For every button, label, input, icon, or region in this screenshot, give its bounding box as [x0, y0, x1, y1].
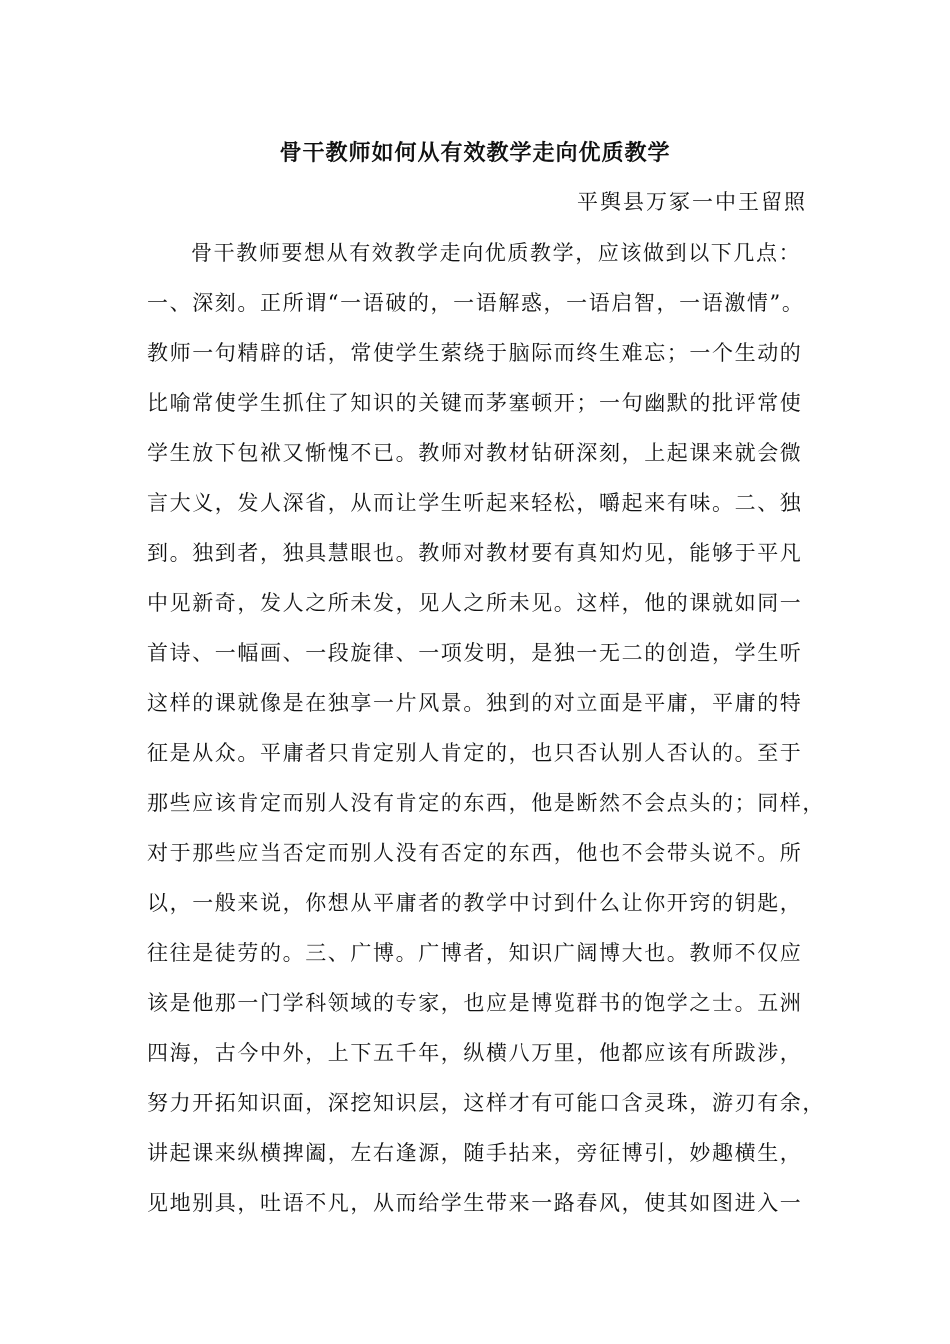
- document-author: 平舆县万冢一中王留照: [577, 190, 807, 214]
- body-line: 比喻常使学生抓住了知识的关键而茅塞顿开；一句幽默的批评常使: [147, 391, 803, 415]
- body-line: 征是从众。平庸者只肯定别人肯定的，也只否认别人否认的。至于: [147, 741, 803, 765]
- body-line: 往往是徒劳的。三、广博。广博者，知识广阔博大也。教师不仅应: [147, 941, 803, 965]
- body-line: 学生放下包袱又惭愧不已。教师对教材钻研深刻，上起课来就会微: [147, 441, 803, 465]
- body-line: 对于那些应当否定而别人没有否定的东西，他也不会带头说不。所: [147, 841, 803, 865]
- body-line: 以，一般来说，你想从平庸者的教学中讨到什么让你开窍的钥匙，: [147, 891, 803, 915]
- body-line: 努力开拓知识面，深挖知识层，这样才有可能口含灵珠，游刃有余，: [147, 1091, 825, 1115]
- body-line: 言大义，发人深省，从而让学生听起来轻松，嚼起来有味。二、独: [147, 491, 803, 515]
- document-title: 骨干教师如何从有效教学走向优质教学: [279, 140, 671, 166]
- body-line: 一、深刻。正所谓“一语破的，一语解惑，一语启智，一语激情”。: [147, 291, 805, 315]
- body-line: 骨干教师要想从有效教学走向优质教学，应该做到以下几点：: [191, 241, 802, 265]
- body-line: 那些应该肯定而别人没有肯定的东西，他是断然不会点头的；同样，: [147, 791, 825, 815]
- body-line: 四海，古今中外，上下五千年，纵横八万里，他都应该有所跋涉，: [147, 1041, 803, 1065]
- body-line: 首诗、一幅画、一段旋律、一项发明，是独一无二的创造，学生听: [147, 641, 803, 665]
- body-line: 到。独到者，独具慧眼也。教师对教材要有真知灼见，能够于平凡: [147, 541, 803, 565]
- body-line: 中见新奇，发人之所未发，见人之所未见。这样，他的课就如同一: [147, 591, 803, 615]
- body-line: 教师一句精辟的话，常使学生萦绕于脑际而终生难忘；一个生动的: [147, 341, 803, 365]
- document-body: [147, 228, 837, 1228]
- body-line: 讲起课来纵横捭阖，左右逢源，随手拈来，旁征博引，妙趣横生，: [147, 1141, 803, 1165]
- body-line: 见地别具，吐语不凡，从而给学生带来一路春风，使其如图进入一: [147, 1191, 803, 1215]
- body-line: 这样的课就像是在独享一片风景。独到的对立面是平庸，平庸的特: [147, 691, 803, 715]
- body-line: 该是他那一门学科领域的专家，也应是博览群书的饱学之士。五洲: [147, 991, 803, 1015]
